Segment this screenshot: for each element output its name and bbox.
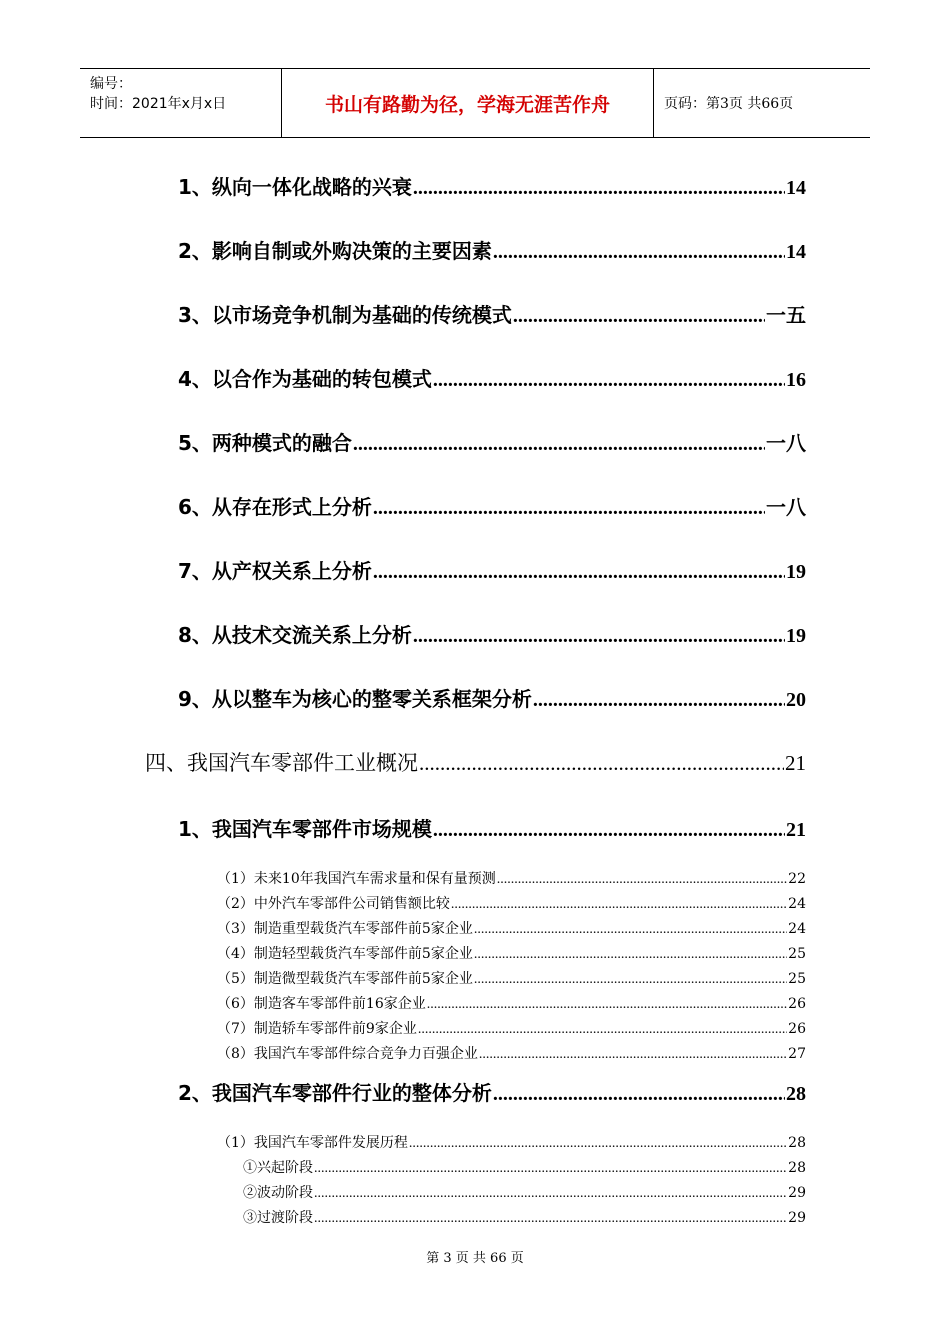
toc-entry-page: 28: [788, 1160, 806, 1176]
toc-dot-leader: [427, 997, 787, 1013]
toc-entry[interactable]: [178, 363, 806, 393]
toc-entry-title: （5）制造微型载货汽车零部件前5家企业: [217, 971, 473, 987]
toc-entry[interactable]: [217, 1043, 806, 1063]
toc-entry[interactable]: [178, 619, 806, 649]
toc-entry-page: 21: [786, 819, 806, 841]
toc-entry-page: 14: [786, 177, 806, 199]
toc-entry[interactable]: [217, 943, 806, 963]
toc-entry-page: 一五: [766, 305, 806, 327]
toc-entry[interactable]: [145, 747, 806, 779]
toc-entry-title: （6）制造客车零部件前16家企业: [217, 996, 426, 1012]
toc-entry-page: 25: [788, 971, 806, 987]
toc-dot-leader: [513, 305, 765, 328]
toc-entry[interactable]: [243, 1157, 806, 1177]
toc-entry-page: 24: [788, 896, 806, 912]
toc-entry-page: 19: [786, 561, 806, 583]
toc-dot-leader: [533, 689, 785, 712]
toc-entry[interactable]: [178, 171, 806, 201]
toc-entry-page: 19: [786, 625, 806, 647]
toc-dot-leader: [479, 1047, 787, 1063]
toc-entry-title: 4、以合作为基础的转包模式: [178, 367, 432, 391]
toc-entry-title: 2、我国汽车零部件行业的整体分析: [178, 1081, 492, 1105]
toc-entry-title: （7）制造轿车零部件前9家企业: [217, 1021, 417, 1037]
toc-entry-title: ①兴起阶段: [243, 1160, 313, 1176]
toc-entry[interactable]: [178, 491, 806, 521]
page-header: [80, 68, 870, 138]
toc-entry[interactable]: [217, 893, 806, 913]
toc-dot-leader: [373, 561, 785, 584]
toc-entry-page: 25: [788, 946, 806, 962]
toc-entry-page: 28: [786, 1083, 806, 1105]
toc-entry[interactable]: [217, 1018, 806, 1038]
toc-entry-title: 3、以市场竞争机制为基础的传统模式: [178, 303, 512, 327]
toc-dot-leader: [419, 751, 784, 776]
header-number: 编号：: [90, 76, 132, 92]
toc-entry-page: 26: [788, 996, 806, 1012]
toc-entry-title: ③过渡阶段: [243, 1210, 313, 1226]
toc-entry-title: （8）我国汽车零部件综合竞争力百强企业: [217, 1046, 478, 1062]
toc-entry-title: 四、我国汽车零部件工业概况: [145, 751, 418, 775]
toc-entry-page: 20: [786, 689, 806, 711]
toc-dot-leader: [493, 1083, 785, 1106]
toc-entry-page: 24: [788, 921, 806, 937]
toc-dot-leader: [451, 897, 787, 913]
toc-entry-page: 一八: [766, 497, 806, 519]
toc-entry[interactable]: [178, 813, 806, 843]
toc-entry-page: 14: [786, 241, 806, 263]
toc-entry-title: 8、从技术交流关系上分析: [178, 623, 412, 647]
toc-entry-page: 16: [786, 369, 806, 391]
toc-dot-leader: [373, 497, 765, 520]
toc-dot-leader: [314, 1161, 787, 1177]
toc-entry[interactable]: [217, 968, 806, 988]
toc-entry-title: （2）中外汽车零部件公司销售额比较: [217, 896, 450, 912]
header-time: 时间：2021年x月x日: [90, 96, 227, 112]
toc-entry-page: 28: [788, 1135, 806, 1151]
toc-entry[interactable]: [217, 1132, 806, 1152]
toc-dot-leader: [409, 1136, 787, 1152]
toc-entry[interactable]: [217, 993, 806, 1013]
toc-entry-title: 9、从以整车为核心的整零关系框架分析: [178, 687, 532, 711]
toc-entry[interactable]: [178, 555, 806, 585]
toc-dot-leader: [418, 1022, 787, 1038]
toc-entry-page: 一八: [766, 433, 806, 455]
toc-entry-page: 22: [788, 871, 806, 887]
toc-dot-leader: [474, 972, 787, 988]
toc-entry-page: 27: [788, 1046, 806, 1062]
toc-dot-leader: [413, 177, 785, 200]
toc-entry-title: ②波动阶段: [243, 1185, 313, 1201]
header-slogan: 书山有路勤为径，学海无涯苦作舟: [282, 69, 654, 137]
toc-entry-title: （3）制造重型载货汽车零部件前5家企业: [217, 921, 473, 937]
toc-dot-leader: [497, 872, 787, 888]
toc-dot-leader: [433, 819, 785, 842]
toc-entry-title: 2、影响自制或外购决策的主要因素: [178, 239, 492, 263]
page-footer: 第 3 页 共 66 页: [426, 1251, 524, 1266]
toc-entry-page: 21: [785, 751, 806, 775]
toc-entry[interactable]: [217, 868, 806, 888]
toc-entry[interactable]: [217, 918, 806, 938]
toc-entry-page: 26: [788, 1021, 806, 1037]
toc-entry-title: 5、两种模式的融合: [178, 431, 352, 455]
toc-entry-title: 1、纵向一体化战略的兴衰: [178, 175, 412, 199]
toc-dot-leader: [413, 625, 785, 648]
toc-dot-leader: [433, 369, 785, 392]
toc-dot-leader: [314, 1186, 787, 1202]
toc-dot-leader: [353, 433, 765, 456]
toc-entry[interactable]: [243, 1182, 806, 1202]
toc-entry[interactable]: [178, 683, 806, 713]
toc-entry-page: 29: [788, 1185, 806, 1201]
toc-entry-page: 29: [788, 1210, 806, 1226]
toc-entry-title: 7、从产权关系上分析: [178, 559, 372, 583]
toc-entry[interactable]: [178, 427, 806, 457]
header-meta: [80, 69, 282, 137]
toc-entry[interactable]: [243, 1207, 806, 1227]
toc-entry-title: 1、我国汽车零部件市场规模: [178, 817, 432, 841]
toc-dot-leader: [314, 1211, 787, 1227]
toc-entry-title: （4）制造轻型载货汽车零部件前5家企业: [217, 946, 473, 962]
toc-entry[interactable]: [178, 299, 806, 329]
toc-dot-leader: [474, 922, 787, 938]
toc-entry-title: 6、从存在形式上分析: [178, 495, 372, 519]
toc-entry[interactable]: [178, 235, 806, 265]
toc-entry-title: （1）未来10年我国汽车需求量和保有量预测: [217, 871, 496, 887]
toc-dot-leader: [493, 241, 785, 264]
toc-entry-title: （1）我国汽车零部件发展历程: [217, 1135, 408, 1151]
toc-entry[interactable]: [178, 1077, 806, 1107]
toc-dot-leader: [474, 947, 787, 963]
header-page-info: 页码：第3页 共66页: [664, 96, 794, 112]
